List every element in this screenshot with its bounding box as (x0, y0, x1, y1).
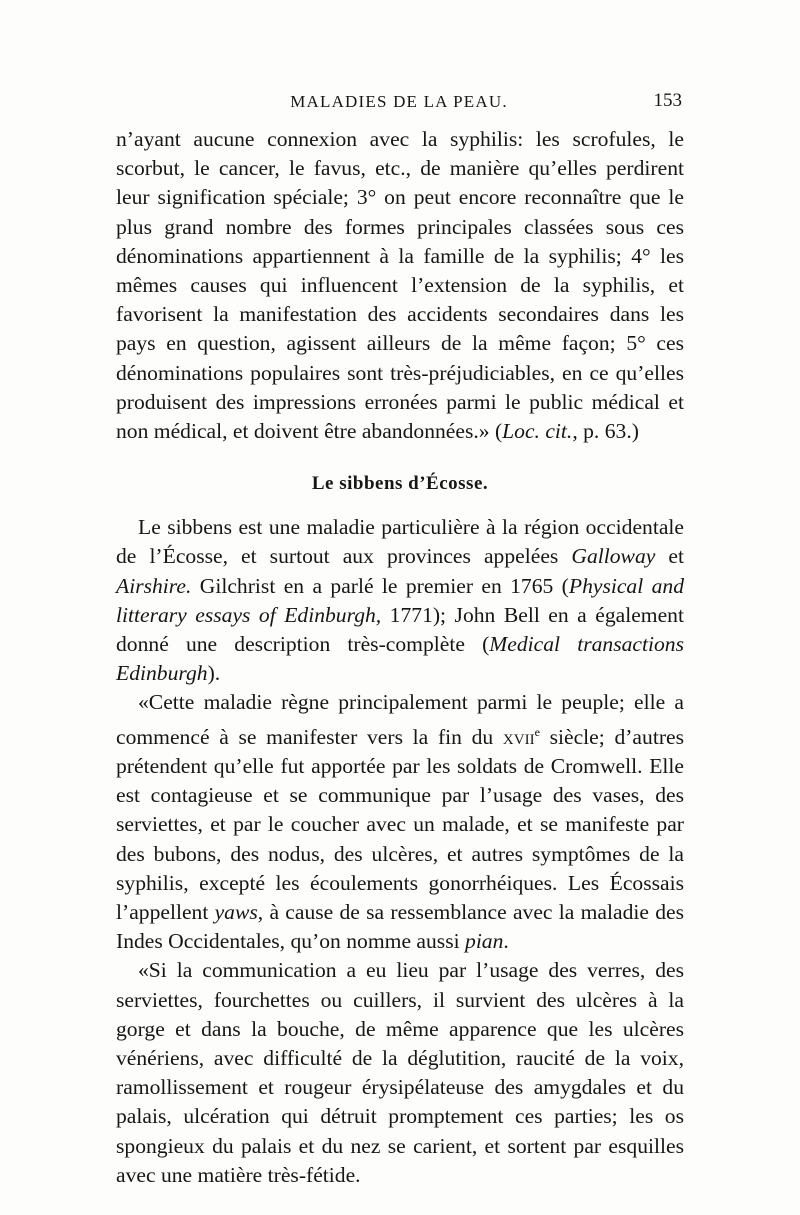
italic-term: pian (465, 929, 504, 954)
paragraph-quote-disease (116, 688, 684, 956)
text-run: et (655, 544, 684, 569)
italic-book-title: Physical and litterary essays of Edinburgh, (116, 573, 684, 627)
text-run: Gilchrist en a parlé le premier en 1765 ( (191, 573, 569, 598)
text-run: 1771); John Bell en a également donné une description très-complète ( (116, 602, 684, 657)
text-run: n’ayant aucune connexion avec la syphilis: les scrofules, le scorbut, le cancer, le favus, etc., de manière qu’elles perdirent leur signification spéciale; 3° on peut encore reconnaître que le plus grand nombre des formes principales classées sous ces dénominations appartiennent à la famille de la syphilis; 4° les mêmes causes qui influencent l’extension de la syphilis, et favorisent la manifestation des accidents secondaires dans les pays en question, agissent ailleurs de la même façon; 5° ces dénominations populaires sont très-préjudiciables, en ce qu’elles produisent des impressions erronées parmi le public médical et non médical, et doivent être abandonnées.» ( (116, 127, 684, 444)
text-run: . (503, 929, 509, 954)
text-run: , à cause de sa ressemblance avec la maladie des Indes Occidentales, qu’on nomme aussi (116, 900, 684, 954)
italic-place-name: Galloway (571, 544, 656, 569)
text-run: , p. 63.) (572, 419, 639, 444)
text-run: ). (207, 661, 221, 686)
page-number: 153 (653, 90, 682, 111)
running-header (116, 92, 682, 116)
century-numeral: xvii (502, 724, 535, 749)
running-title: MALADIES DE LA PEAU. (290, 92, 508, 111)
italic-term: yaws (214, 900, 258, 925)
century-superscript: e (534, 724, 540, 739)
paragraph-quote-transmission: «Si la communication a eu lieu par l’usage des verres, des serviettes, fourchettes ou cuillers, il survient des ulcères à la gorge et dans la bouche, de même apparence que les ulcères vénériens, avec difficulté de la déglutition, raucité de la voix, ramollissement et rougeur érysipélateuse des amygdales et du palais, ulcération qui détruit promptement ces parties; les os spongieux du palais et du nez se carient, et sortent par esquilles avec une matière très-fétide. (116, 958, 684, 1187)
text-run: siècle; d’autres prétendent qu’elle fut apportée par les soldats de Cromwell. Elle est contagieuse et se communique par l’usage des vases, des serviettes, et par le coucher avec un malade, et se manifeste par des bubons, des nodus, des ulcères, et autres symptômes de la syphilis, excepté les écoulements gonorrhéiques. Les Écossais l’appellent (116, 724, 684, 925)
text-run: Le sibbens est une maladie particulière à la région occidentale de l’Écosse, et surtout aux provinces appelées (116, 515, 684, 569)
italic-citation: Loc. cit. (502, 419, 573, 444)
italic-book-title: Medical transactions Edinburgh (116, 632, 684, 686)
italic-place-name: Airshire. (116, 573, 192, 598)
paragraph-sibbens-intro (116, 513, 684, 688)
body-text (116, 125, 684, 1190)
text-run: «Cette maladie règne principalement parmi le peuple; elle a commencé à se manifester vers la fin du (116, 690, 684, 749)
section-heading: Le sibbens d’Écosse. (311, 473, 489, 495)
paragraph-continued-quote (116, 125, 684, 446)
